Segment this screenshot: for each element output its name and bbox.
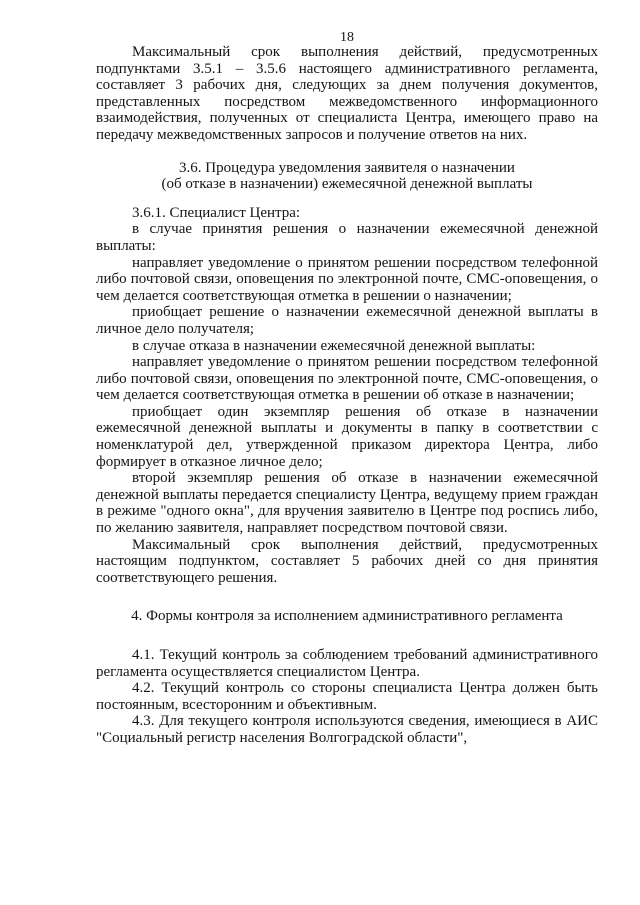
paragraph-notify-assign: направляет уведомление о принятом решении посредством телефонной либо почтовой связи, оповещения по электронной почте, СМС-оповещения, о чем делается соответствующая отметка в решении о назначении;: [96, 254, 598, 304]
section-heading-4: 4. Формы контроля за исполнением административного регламента: [131, 608, 563, 625]
paragraph-second-copy: второй экземпляр решения об отказе в назначении ежемесячной денежной выплаты передается специалисту Центра, ведущему прием граждан в режиме "одного окна", для вручения заявителю в Центре под роспись либо, по желанию заявителя, направляет посредством почтовой связи.: [96, 470, 598, 537]
paragraph-case-refuse: в случае отказа в назначении ежемесячной денежной выплаты:: [132, 337, 536, 354]
paragraph-max-term-3-5: Максимальный срок выполнения действий, предусмотренных подпунктами 3.5.1 – 3.5.6 настоящего административного регламента, составляет 3 рабочих дня, следующих за днем получения документов, представленных посредством межведомственного информационного взаимодействия, полученных от специалиста Центра, имеющего право на передачу межведомственных запросов и получение ответов на них.: [96, 44, 598, 143]
page-number: 18: [340, 30, 354, 45]
paragraph-4-2: 4.2. Текущий контроль со стороны специалиста Центра должен быть постоянным, всесторонним и объективным.: [96, 680, 598, 713]
document-body: [96, 44, 598, 747]
paragraph-4-3: 4.3. Для текущего контроля используются сведения, имеющиеся в АИС "Социальный регистр населения Волгоградской области",: [96, 713, 598, 746]
paragraph-4-1: 4.1. Текущий контроль за соблюдением требований административного регламента осуществляется специалистом Центра.: [96, 647, 598, 680]
paragraph-max-term-5-days: Максимальный срок выполнения действий, предусмотренных настоящим подпунктом, составляет 5 рабочих дней со дня принятия соответствующего решения.: [96, 536, 598, 586]
paragraph-case-assign: в случае принятия решения о назначении ежемесячной денежной выплаты:: [96, 221, 598, 254]
paragraph-attach-assign: приобщает решение о назначении ежемесячной денежной выплаты в личное дело получателя;: [96, 304, 598, 337]
section-heading-3-6-line-1: 3.6. Процедура уведомления заявителя о назначении: [179, 159, 515, 176]
paragraph-attach-refuse: приобщает один экземпляр решения об отказе в назначении ежемесячной денежной выплаты и документы в папку в соответствии с номенклатурой дел, утвержденной приказом директора Центра, либо формирует в отказное личное дело;: [96, 403, 598, 470]
paragraph-3-6-1: 3.6.1. Специалист Центра:: [132, 204, 301, 221]
paragraph-notify-refuse: направляет уведомление о принятом решении посредством телефонной либо почтовой связи, оповещения по электронной почте, СМС-оповещения, о чем делается соответствующая отметка в решении об отказе в назначении;: [96, 354, 598, 404]
section-heading-3-6-line-2: (об отказе в назначении) ежемесячной денежной выплаты: [161, 176, 533, 193]
